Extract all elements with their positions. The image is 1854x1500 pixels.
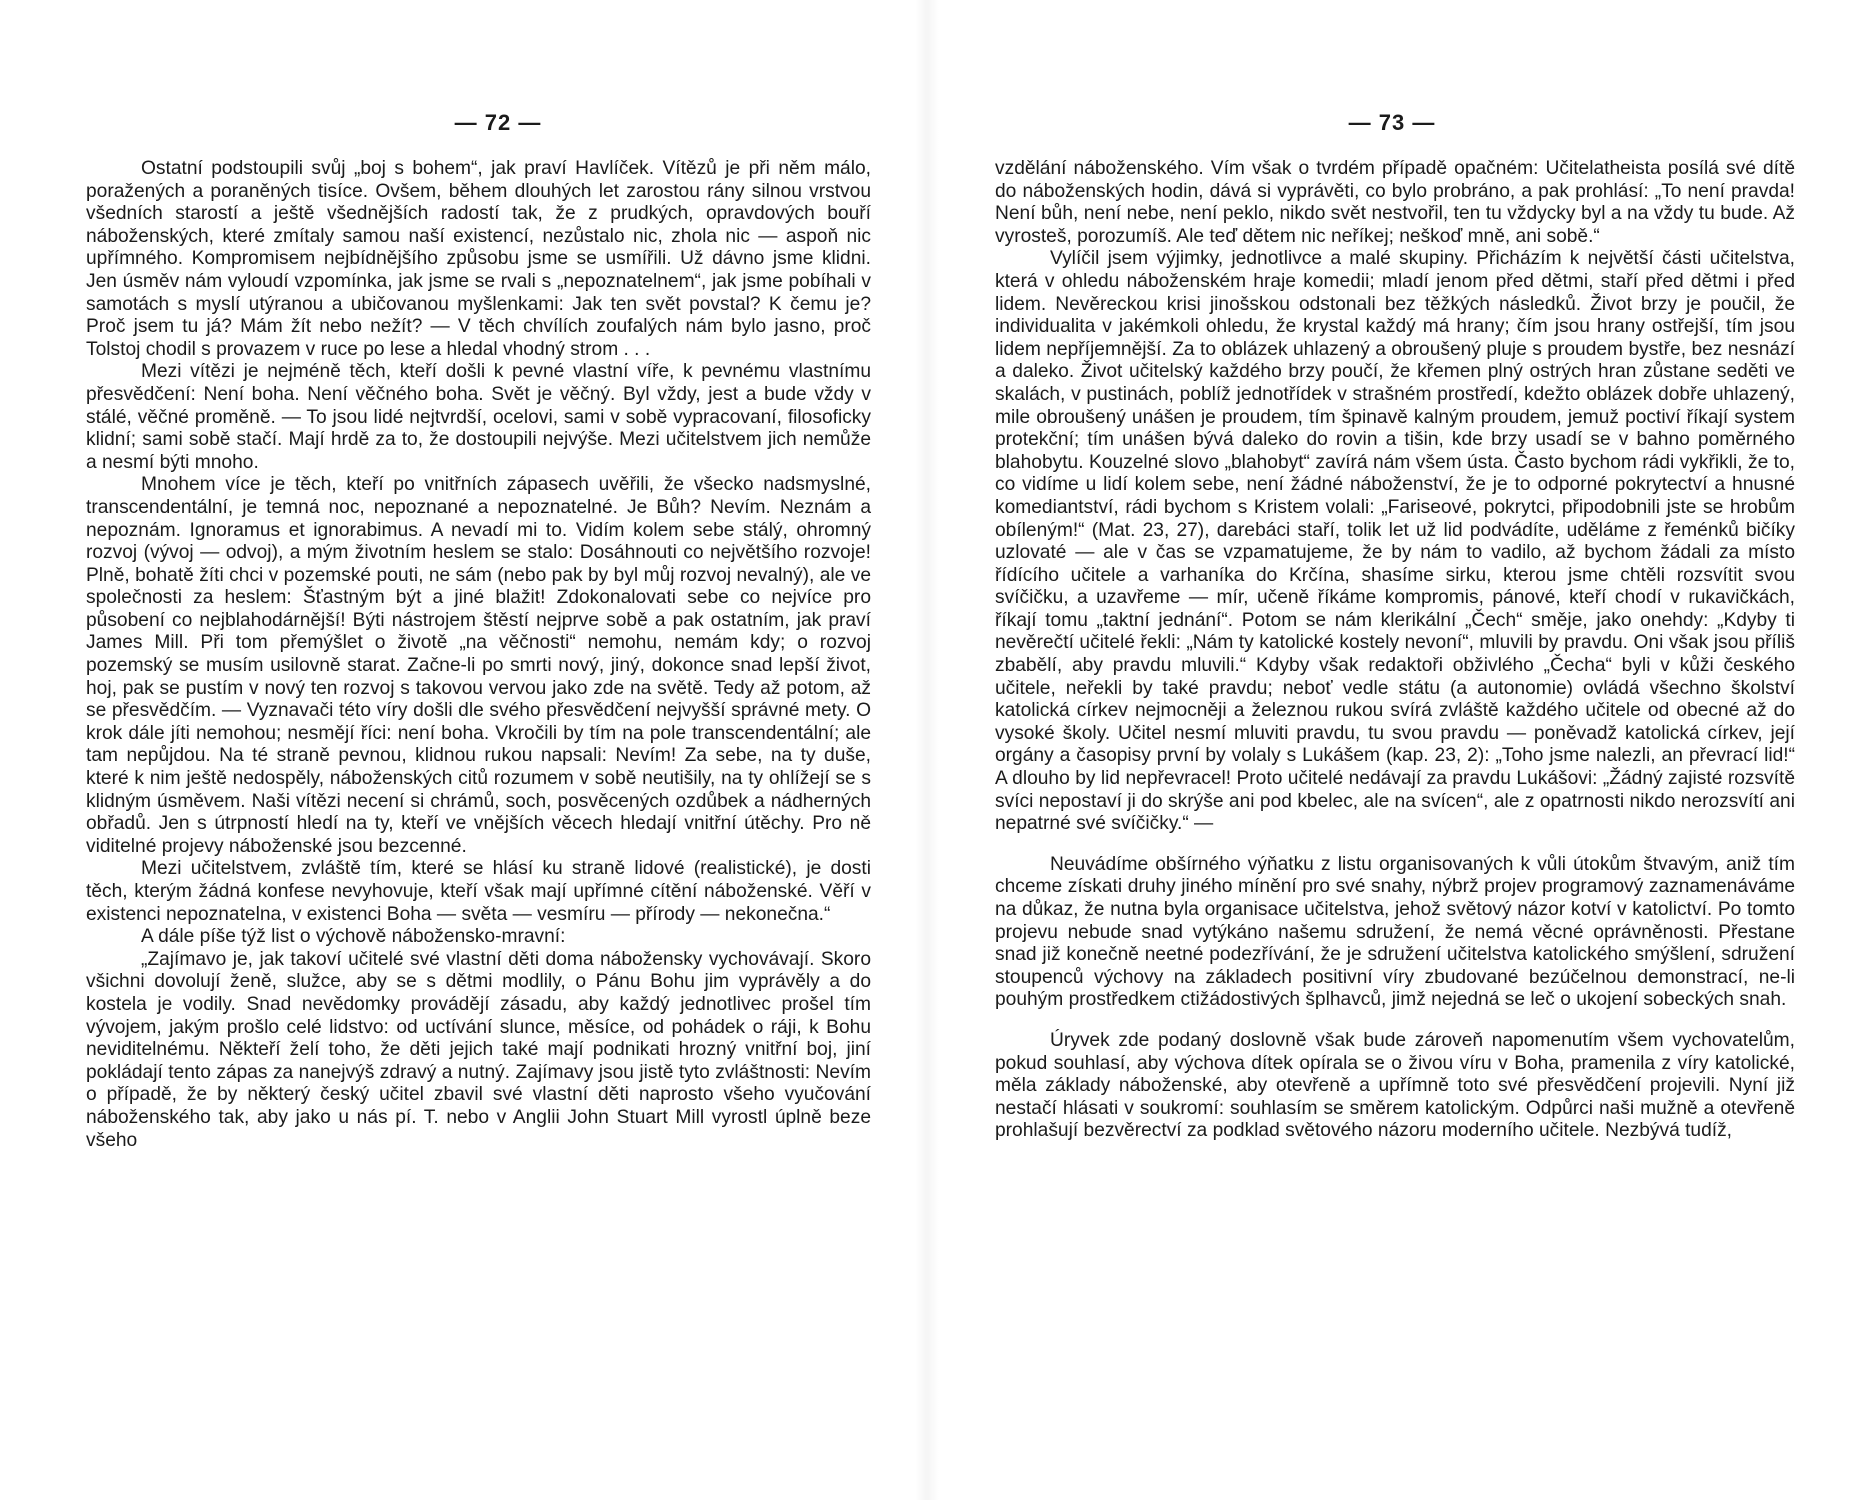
left-paragraph-4: Mezi učitelstvem, zvláště tím, které se hlásí ku straně lidové (realistické), je dosti těch, kterým žádná konfese nevyhovuje, kteří však mají upřímné cítění náboženské. Věří v existenci nepoznatelna, v existenci Boha — světa — vesmíru — přírody — nekonečna.“ bbox=[86, 858, 871, 925]
right-page bbox=[927, 0, 1854, 1500]
right-paragraph-2: Vylíčil jsem výjimky, jednotlivce a malé skupiny. Přicházím k největší části učitelstva, která v ohledu náboženském hraje komedii; mladí jenom před dětmi, staří před dětmi i před lidem. Nevěreckou krisi jinošskou odstonali bez těžkých následků. Život brzy je poučil, že individualita v jakémkoli ohledu, že krystal každý má hrany; čím jsou hrany ostřejší, tím jsou lidem nepříjemnější. Za to oblázek uhlazený a obroušený pluje s proudem bystře, bez nesnází a daleko. Život učitelský každého brzy poučí, že křemen plný ostrých hran zůstane seděti ve skalách, v pustinách, poblíž jednotřídek v strašném prostředí, kdežto oblázek dobře uhlazený, mile obroušený unášen je proudem, tím špinavě kalným proudem, jemuž poctiví říkají system protekční; tím unášen bývá daleko do rovin a tišin, kde brzy usadí se v bahno poměrného blahobytu. Kouzelné slovo „blahobyt“ zavírá nám všem ústa. Často bychom rádi vykřikli, že to, co vidíme u lidí kolem sebe, není žádné náboženství, že je to odporné pokrytectví a hnusné komediantství, rádi bychom s Kristem volali: „Fariseové, pokrytci, připodobnili jste se hrobům obíleným!“ (Mat. 23, 27), darebáci staří, tolik let už lid podvádíte, uděláme z řeménků bičíky uzlovaté — ale v čas se vzpamatujeme, že by nám to vadilo, až bychom žádali za místo řídícího učitele a varhaníka do Krčína, shasíme sirku, kterou jsme chtěli rozsvítit svou svíčičku, a uzavřeme — mír, učeně říkáme kompromis, pánové, kteří chodí v rukavičkách, říkají tomu „taktní jednání“. Potom se nám klerikální „Čech“ směje, jako onehdy: „Kdyby ti nevěrečtí učitelé řekli: „Nám ty katolické kostely nevoní“, mluvili by pravdu. Oni však jsou příliš zbabělí, aby pravdu mluvili.“ Kdyby však redaktoři obživlého „Čecha“ byli v kůži českého učitele, neřekli by také pravdu; neboť vedle státu (a autonomie) ovládá všechno školství katolická církev nejmocněji a železnou rukou svírá zvláště každého učitele od obecné až do vysoké školy. Učitel nesmí mluviti pravdu, tu svou pravdu — poněvadž katolická církev, její orgány a časopisy první by volaly s Lukášem (kap. 23, 2): „Toho jsme nalezli, an převrací lid!“ A dlouho by lid nepřevracel! Proto učitelé nedávají za pravdu Lukášovi: „Žádný zajisté rozsvítě svíci nepostaví ji do skrýše ani pod kbelec, ale na svícen“, ale z opatrnosti nikdo nerozsvítí ani nepatrné své svíčičky.“ — bbox=[995, 248, 1795, 835]
right-paragraph-3: Neuvádíme obšírného výňatku z listu organisovaných k vůli útokům štvavým, aniž tím chceme získati druhy jiného mínění pro své snahy, nýbrž projev programový zaznamenáváme na důkaz, že nutna byla organisace učitelstva, jehož světový názor kotví v katolictví. Po tomto projevu nebude snad vytýkáno našemu sdružení, že nemá věcné oprávněnosti. Přestane snad již konečně neetné podezřívání, že je sdružení učitelstva katolického smýšlení, sdružení stoupenců výchovy na základech positivní víry zbudované bezúčelnou demonstrací, ne-li pouhým prostředkem ctižádostivých šplhavců, jimž nejedná se leč o ukojení sobeckých snah. bbox=[995, 853, 1795, 1011]
right-page-number: — 73 — bbox=[1348, 110, 1436, 135]
right-paragraph-1: vzdělání náboženského. Vím však o tvrdém případě opačném: Učitelatheista posílá své dítě do náboženských hodin, dává si vyprávěti, co bylo probráno, a pak prohlásí: „To není pravda! Není bůh, není nebe, není peklo, nikdo svět nestvořil, ten tu vždycky byl a na vždy tu bude. Až vyrosteš, porozumíš. Ale teď dětem nic neříkej; neškoď mně, ani sobě.“ bbox=[995, 158, 1795, 247]
left-paragraph-3: Mnohem více je těch, kteří po vnitřních zápasech uvěřili, že všecko nadsmyslné, transcendentální, je temná noc, nepoznané a nepoznatelné. Je Bůh? Nevím. Neznám a nepoznám. Ignoramus et ignorabimus. A nevadí mi to. Vidím kolem sebe stálý, ohromný rozvoj (vývoj — odvoj), a mým životním heslem se stalo: Dosáhnouti co největšího rozvoje! Plně, bohatě žíti chci v pozemské pouti, ne sám (nebo pak by byl můj rozvoj nevalný), ale ve společnosti za heslem: Šťastným být a jiné blažit! Zdokonalovati sebe co nejvíce pro působení co nejblahodárnější! Býti nástrojem štěstí nejprve sobě a pak ostatním, jak praví James Mill. Při tom přemýšlet o životě „na věčnosti“ nemohu, nemám kdy; o rozvoj pozemský se musím usilovně starat. Začne-li po smrti nový, jiný, dokonce snad lepší život, hoj, pak se pustím v nový ten rozvoj s takovou vervou jako zde na světě. Tedy až potom, až se přesvědčím. — Vyznavači této víry došli dle svého přesvědčení nejvyšší správné mety. O krok dále jíti nemohou; nesmějí říci: není boha. Vkročili by tím na pole transcendentální; ale tam nepůjdou. Na té straně pevnou, klidnou rukou napsali: Nevím! Za sebe, na ty duše, které k nim ještě nedospěly, náboženských citů rozumem v sobě neutišily, na ty ohlížejí se s klidným úsměvem. Naši vítězi necení si chrámů, soch, posvěcených ozdůbek a nádherných obřadů. Jen s útrpností hledí na ty, kteří ve vnějších věcech hledají vnitřní útěchy. Pro ně viditelné projevy náboženské jsou bezcenné. bbox=[86, 474, 871, 857]
left-paragraph-2: Mezi vítězi je nejméně těch, kteří došli k pevné vlastní víře, k pevnému vlastnímu přesvědčení: Není boha. Není věčného boha. Svět je věčný. Byl vždy, jest a bude vždy v stálé, věčné proměně. — To jsou lidé nejtvrdší, ocelovi, sami v sobě vypracovaní, filosoficky klidní; sami sobě stačí. Mají hrdě za to, že dostoupili nejvýše. Mezi učitelstvem jich nemůže a nesmí býti mnoho. bbox=[86, 361, 871, 473]
right-page-text bbox=[995, 158, 1795, 1143]
left-page-number: — 72 — bbox=[454, 110, 542, 135]
right-paragraph-4: Úryvek zde podaný doslovně však bude zároveň napomenutím všem vychovatelům, pokud souhlasí, aby výchova dítek opírala se o živou víru v Boha, pramenila z víry katolické, měla základy náboženské, aby otevřeně a upřímně toto své přesvědčení projevili. Nyní již nestačí hlásati v soukromí: souhlasím se směrem katolickým. Odpůrci naši mužně a otevřeně prohlašují bezvěrectví za podklad světového názoru moderního učitele. Nezbývá tudíž, bbox=[995, 1029, 1795, 1142]
left-paragraph-6: „Zajímavo je, jak takoví učitelé své vlastní děti doma nábožensky vychovávají. Skoro všichni dovolují ženě, služce, aby se s dětmi modlily, o Pánu Bohu jim vyprávěly a do kostela je vodily. Snad nevědomky provádějí zásadu, aby každý jednotlivec prošel tím vývojem, jakým prošlo celé lidstvo: od uctívání slunce, měsíce, od pohádek o ráji, k Bohu neviditelnému. Někteří želí toho, že děti jejich také mají podnikati hrozný vnitřní boj, jiní pokládají tento zápas za nanejvýš zdravý a nutný. Zajímavy jsou jistě tyto zvláštnosti: Nevím o případě, že by některý český učitel zbavil své vlastní děti naprosto všeho vyučování náboženského tak, aby jako u nás pí. T. nebo v Anglii John Stuart Mill vyrostl úplně beze všeho bbox=[86, 948, 871, 1151]
left-page-text bbox=[86, 158, 871, 1152]
left-paragraph-5: A dále píše týž list o výchově nábožensko-mravní: bbox=[141, 926, 566, 948]
left-paragraph-1: Ostatní podstoupili svůj „boj s bohem“, jak praví Havlíček. Vítězů je při něm málo, poražených a poraněných tisíce. Ovšem, během dlouhých let zarostou rány silnou vrstvou všedních starostí a ještě všednějších radostí tak, že z prudkých, opravdových bouří náboženských, které zmítaly samou naší existencí, nezůstalo nic, zhola nic — aspoň nic upřímného. Kompromisem nejbídnějšího způsobu jsme se usmířili. Už dávno jsme klidni. Jen úsměv nám vyloudí vzpomínka, jak jsme se rvali s „nepoznatelnem“, jak jsme pobíhali v samotách s myslí utýranou a ubičovanou myšlenkami: Jak ten svět povstal? K čemu je? Proč jsem tu já? Mám žít nebo nežít? — V těch chvílích zoufalých nám bylo jasno, proč Tolstoj chodil s provazem v ruce po lese a hledal vhodný strom . . . bbox=[86, 158, 871, 360]
